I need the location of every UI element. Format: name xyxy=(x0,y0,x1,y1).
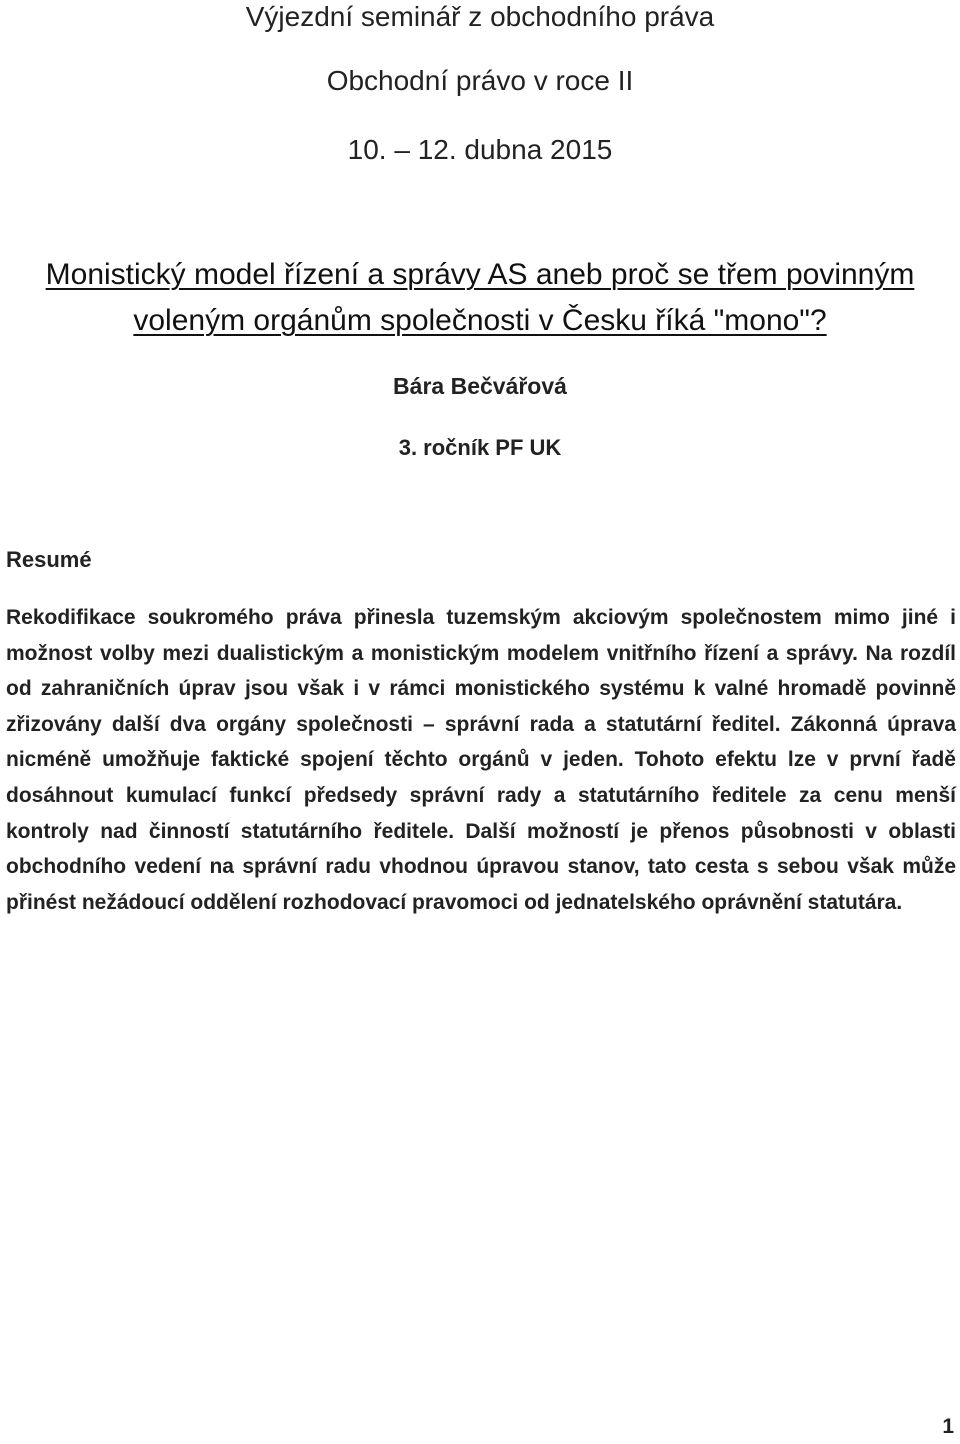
paper-title-line-2: voleným orgánům společnosti v Česku říká "mono"? xyxy=(133,304,827,337)
seminar-date: 10. – 12. dubna 2015 xyxy=(347,134,613,165)
author-name: Bára Bečvářová xyxy=(393,373,567,399)
author-affiliation: 3. ročník PF UK xyxy=(398,435,562,460)
page-number: 1 xyxy=(942,1415,954,1438)
paper-title xyxy=(20,252,940,344)
resume-body: Rekodifikace soukromého práva přinesla tuzemským akciovým společnostem mimo jiné i možnost volby mezi dualistickým a monistickým modelem vnitřního řízení a správy. Na rozdíl od zahraničních úprav jsou však i v rámci monistického systému k valné hromadě povinně zřizovány další dva orgány společnosti – správní rada a statutární ředitel. Zákonná úprava nicméně umožňuje faktické spojení těchto orgánů v jeden. Tohoto efektu lze v první řadě dosáhnout kumulací funkcí předsedy správní rady a statutárního ředitele za cenu menší kontroly nad činností statutárního ředitele. Další možností je přenos působnosti v oblasti obchodního vedení na správní radu vhodnou úpravou stanov, tato cesta s sebou však může přinést nežádoucí oddělení rozhodovací pravomoci od jednatelského oprávnění statutára. xyxy=(6,606,956,914)
seminar-title: Výjezdní seminář z obchodního práva xyxy=(245,1,715,32)
seminar-subtitle: Obchodní právo v roce II xyxy=(326,65,634,96)
resume-heading: Resumé xyxy=(6,547,92,572)
paper-title-line-1: Monistický model řízení a správy AS aneb proč se třem povinným xyxy=(45,258,915,291)
